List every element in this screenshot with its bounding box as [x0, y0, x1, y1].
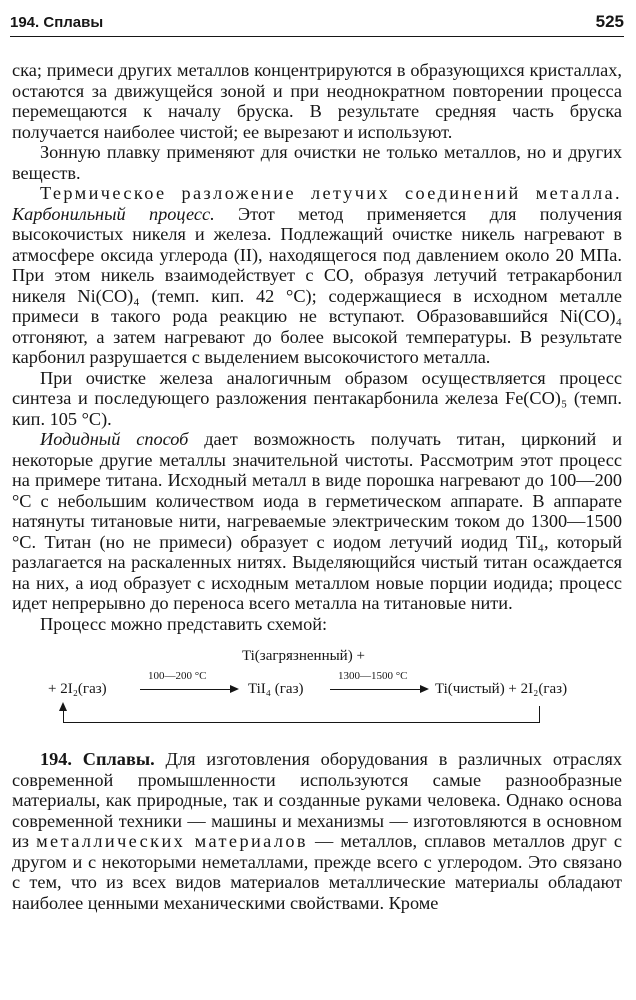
scheme-return-left-stub — [63, 708, 64, 722]
paragraph-carbonyl-process — [12, 183, 622, 368]
scheme-top-reactant: Ti(загрязненный) + — [242, 648, 365, 664]
paragraph-zone-melting-end: ска; примеси других металлов концентрируются в образующихся кристаллах, остаются за движущейся зоной и при неоднократном повторении процесса перемещаются к началу бруска. В результате средняя часть бруска получается наиболее чистой; ее вырезают и используют. — [12, 60, 622, 142]
spaced-term-metallic-materials: металлических материалов — [36, 831, 308, 851]
reaction-scheme — [12, 636, 622, 749]
scheme-arrow1-line — [140, 689, 232, 690]
scheme-arrow2-condition: 1300—1500 °C — [338, 670, 408, 682]
scheme-left-reactant: + 2I₂(газ) — [48, 681, 107, 697]
carbonyl-process-text: Этот метод применяется для получения высокочистых никеля и железа. Подлежащий очистке никель нагревают в атмосфере оксида углерода (II), находящегося под давлением около 20 МПа. При этом никель взаимодействует с CO, образуя летучий тетракарбонил никеля Ni(CO)₄ (темп. кип. 42 °C); содержащиеся в исходном металле примеси в такого рода реакцию не вступают. Образовавшийся Ni(CO)₄ отгоняют, а затем нагревают до более высокой температуры. В результате карбонил разрушается с выделением высокочистого металла. — [12, 203, 622, 367]
alloys-text-b: — металлов, сплавов металлов друг с другом и с некоторыми неметаллами, прежде всего с углеродом. Это связано с тем, что из всех видов материалов металлические материалы обладают наиболее ценными механическими свойствами. Кроме — [12, 831, 622, 913]
scheme-arrow1-head — [230, 685, 239, 693]
scheme-return-right-stub — [539, 706, 540, 723]
italic-iodide-method: Иодидный способ — [40, 429, 189, 449]
running-head: 194. Сплавы — [10, 14, 104, 31]
section-title-alloys: 194. Сплавы. — [40, 749, 155, 769]
scheme-arrow2-line — [330, 689, 422, 690]
page-body — [12, 60, 622, 913]
page-header — [10, 10, 624, 37]
alloys-text-a: Для изготовления оборудования в различных отраслях современной промышленности используются самые разнообразные материалы, как природные, так и созданные руками человека. Однако основа современной техники — машины и механизмы — изготовляются в основном из — [12, 749, 622, 851]
italic-carbonyl-process: Карбонильный процесс. — [12, 203, 215, 224]
iodide-method-text: дает возможность получать титан, цирконий и некоторые другие металлы значительной чистоты. Рассмотрим этот процесс на примере титана. Исходный металл в виде порошка нагревают до 100—200 °C с небольшим количеством иода в герметическом аппарате. В аппарате натянуты титановые нити, нагреваемые электрическим током до 1300—1500 °C. Титан (но не примеси) образует с иодом летучий иодид TiI₄, который разлагается на раскаленных нитях. Выделяющийся чистый титан осаждается на них, а иод образует с исходным металлом новые порции иодида; процесс идет непрерывно до переноса всего металла на титановые нити. — [12, 429, 622, 613]
page-number: 525 — [595, 12, 624, 31]
scheme-arrow1-condition: 100—200 °C — [148, 670, 207, 682]
scheme-arrow2-head — [420, 685, 429, 693]
paragraph-alloys — [12, 749, 622, 913]
paragraph-iron-purification: При очистке железа аналогичным образом осуществляется процесс синтеза и последующего разложения пентакарбонила железа Fe(CO)₅ (темп. кип. 105 °C). — [12, 367, 622, 429]
paragraph-scheme-intro: Процесс можно представить схемой: — [40, 613, 328, 634]
scheme-intermediate: TiI₄ (газ) — [248, 681, 304, 697]
spaced-heading-thermal-decomposition: Термическое разложение летучих соединений металла. — [40, 183, 622, 203]
scheme-return-line — [63, 722, 540, 723]
scheme-product: Ti(чистый) + 2I₂(газ) — [435, 681, 568, 697]
paragraph-zone-melting-use: Зонную плавку применяют для очистки не только металлов, но и других веществ. — [12, 142, 622, 183]
paragraph-iodide-method — [12, 429, 622, 614]
